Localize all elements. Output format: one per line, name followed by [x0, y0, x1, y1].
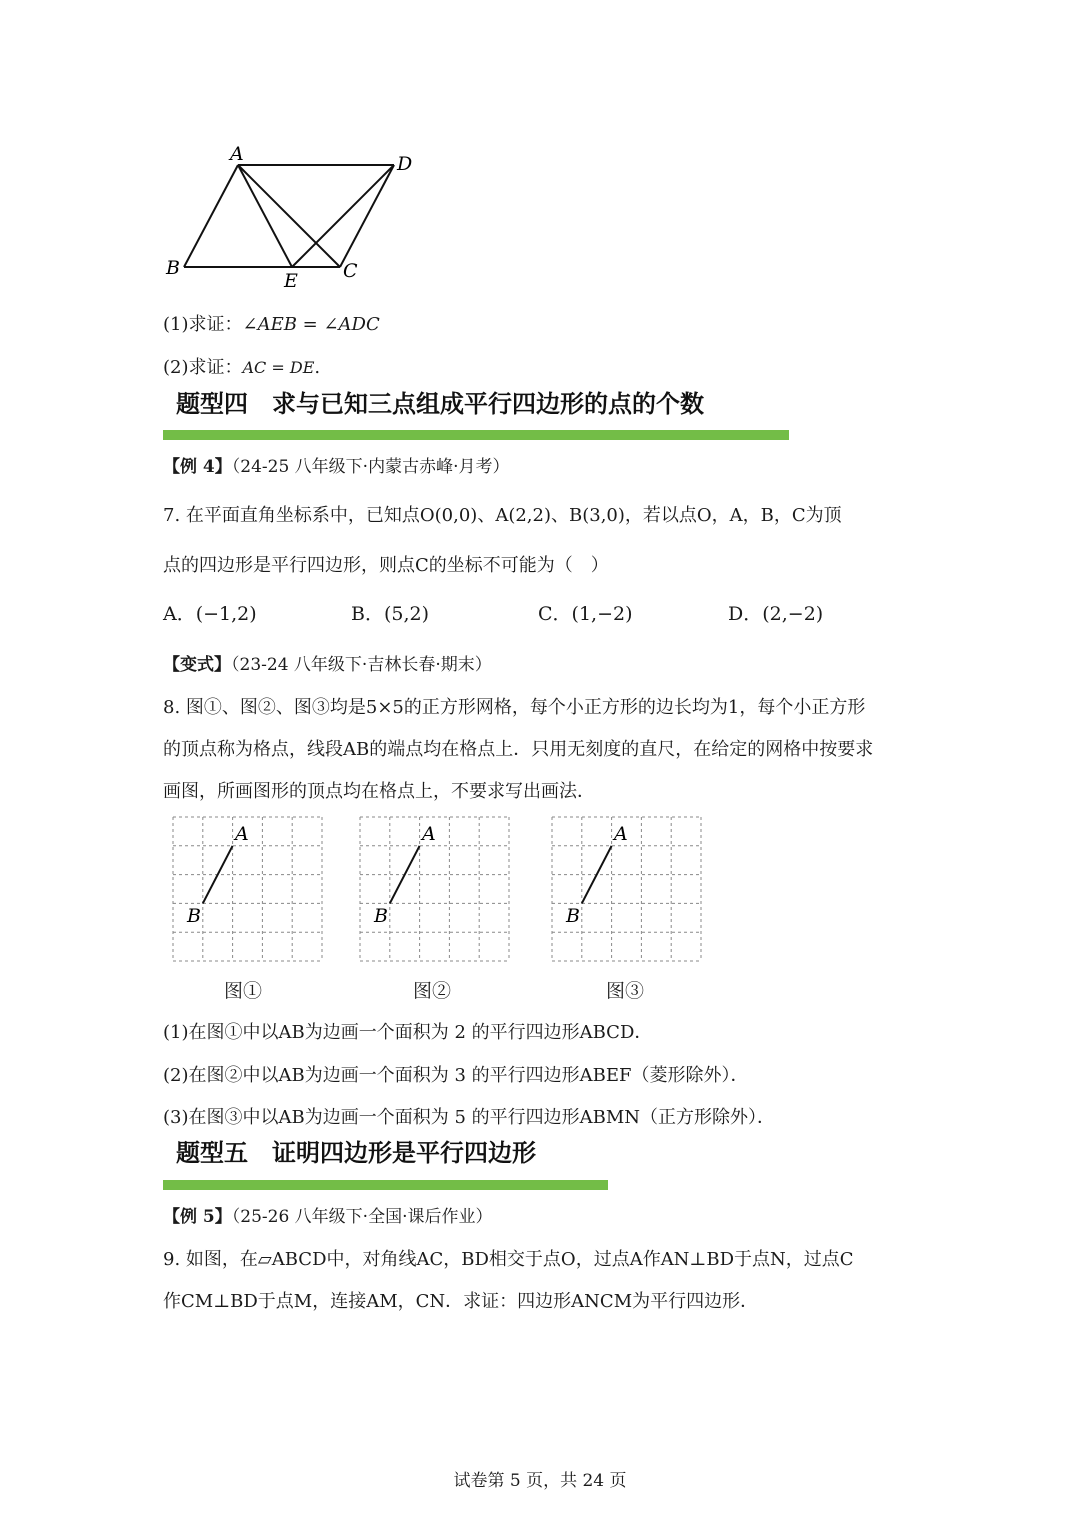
- variant-label: 【变式】: [163, 655, 231, 675]
- segment-ab: [184, 165, 238, 267]
- grid-caption-3: 图③: [606, 980, 645, 1002]
- q6-part1-math: ∠AEB = ∠ADC: [242, 314, 380, 335]
- q7-line2: 点的四边形是平行四边形，则点C的坐标不可能为（ ）: [163, 555, 609, 576]
- q8-part2: (2)在图②中以AB为边画一个面积为 3 的平行四边形ABEF（菱形除外）．: [163, 1065, 749, 1086]
- point-label-e: E: [284, 270, 298, 292]
- q6-part2-end: .: [314, 357, 321, 378]
- point-label-a: A: [230, 143, 244, 165]
- q8-line1: 8. 图①、图②、图③均是5×5的正方形网格，每个小正方形的边长均为1，每个小正方形: [163, 697, 866, 718]
- q8-line3: 画图，所画图形的顶点均在格点上，不要求写出画法．: [163, 781, 595, 802]
- point-label-b: B: [166, 257, 180, 279]
- page-footer: 试卷第 5 页，共 24 页: [453, 1471, 627, 1491]
- grid1-label-b: B: [187, 905, 201, 927]
- segment-ac: [238, 165, 340, 267]
- example4-label: 【例 4】: [163, 457, 232, 477]
- grid-caption-1: 图①: [224, 980, 263, 1002]
- grid-figure-3: [551, 816, 703, 963]
- q7-option-a[interactable]: A．(−1,2): [163, 603, 257, 625]
- variant-source-line: [163, 650, 492, 675]
- example4-source: （24-25 八年级下·内蒙古赤峰·月考）: [231, 457, 510, 477]
- q8-part3: (3)在图③中以AB为边画一个面积为 5 的平行四边形ABMN（正方形除外）．: [163, 1107, 776, 1128]
- segment-ae: [238, 165, 292, 267]
- example5-source: （25-26 八年级下·全国·课后作业）: [231, 1207, 493, 1227]
- example5-label: 【例 5】: [163, 1207, 232, 1227]
- example5-source-line: [163, 1202, 492, 1227]
- q6-part2: [163, 353, 320, 379]
- q7-line1: 7. 在平面直角坐标系中，已知点O(0,0)、A(2,2)、B(3,0)，若以点O，A，B，C为顶: [163, 505, 842, 526]
- section-heading-4: 题型四 求与已知三点组成平行四边形的点的个数: [176, 390, 704, 418]
- q7-option-d[interactable]: D．(2,−2): [728, 603, 824, 625]
- q9-line2: 作CM⊥BD于点M，连接AM，CN．求证：四边形ANCM为平行四边形．: [163, 1291, 759, 1312]
- q8-line2: 的顶点称为格点，线段AB的端点均在格点上．只用无刻度的直尺，在给定的网格中按要求: [163, 739, 874, 760]
- grid-caption-2: 图②: [413, 980, 452, 1002]
- example4-source-line: [163, 452, 509, 477]
- grid2-label-a: A: [422, 823, 436, 845]
- section-heading-5: 题型五 证明四边形是平行四边形: [176, 1139, 536, 1167]
- point-label-d: D: [397, 153, 413, 175]
- parallelogram-figure: [160, 140, 430, 295]
- q6-part2-prefix: (2)求证：: [163, 357, 243, 378]
- variant-source: （23-24 八年级下·吉林长春·期末）: [231, 655, 492, 675]
- grid3-label-b: B: [566, 905, 580, 927]
- grid1-label-a: A: [235, 823, 249, 845]
- grid-figure-1: [172, 816, 324, 963]
- grid2-label-b: B: [374, 905, 388, 927]
- section-divider-5: [163, 1180, 608, 1190]
- q6-part2-math: AC = DE: [242, 358, 315, 377]
- q7-option-c[interactable]: C．(1,−2): [538, 603, 633, 625]
- segment-cd: [340, 165, 394, 267]
- q6-part1: [163, 310, 380, 336]
- q8-part1: (1)在图①中以AB为边画一个面积为 2 的平行四边形ABCD．: [163, 1022, 653, 1043]
- segment-de: [292, 165, 394, 267]
- point-label-c: C: [343, 260, 358, 282]
- section-divider-4: [163, 430, 789, 440]
- q9-line1: 9. 如图，在▱ABCD中，对角线AC，BD相交于点O，过点A作AN⊥BD于点N，过点C: [163, 1249, 854, 1270]
- q7-option-b[interactable]: B．(5,2): [351, 603, 430, 625]
- q6-part1-prefix: (1)求证：: [163, 314, 243, 335]
- grid3-label-a: A: [614, 823, 628, 845]
- grid-figure-2: [359, 816, 511, 963]
